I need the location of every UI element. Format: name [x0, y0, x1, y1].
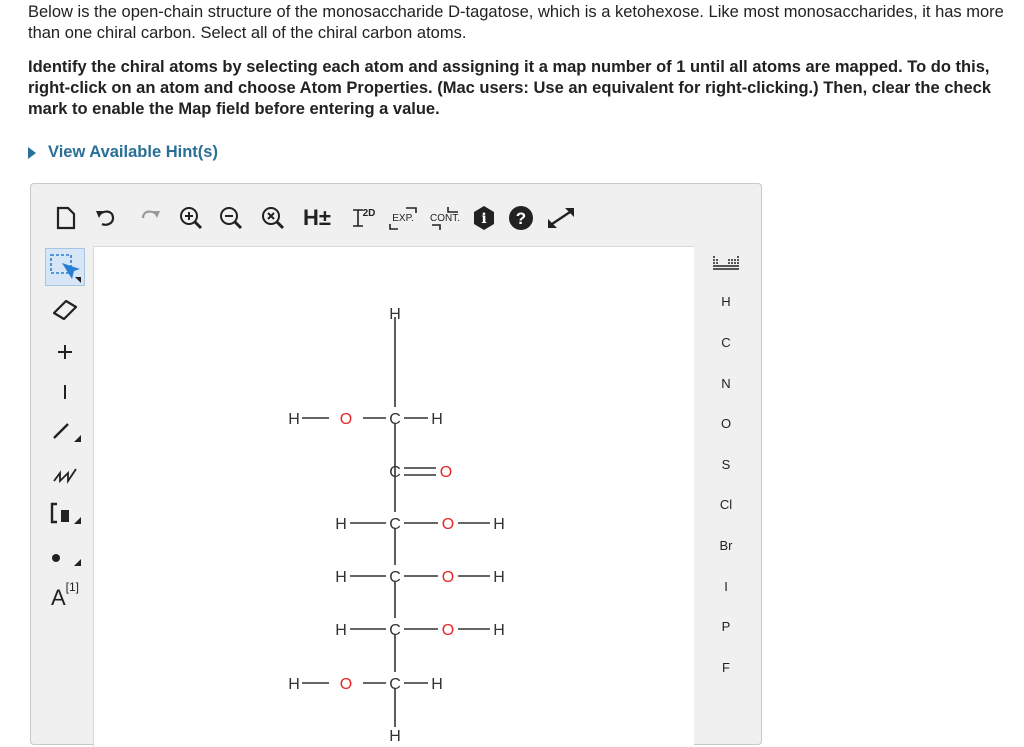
selection-arrow-icon [48, 251, 82, 283]
drawing-canvas[interactable] [93, 246, 694, 747]
expand-button[interactable] [385, 204, 421, 232]
bracket-template-icon [48, 500, 82, 528]
zoom-out-button[interactable] [217, 204, 245, 232]
atom-o[interactable]: O [441, 622, 455, 639]
undo-icon [94, 207, 118, 229]
atom-h[interactable]: H [389, 306, 401, 323]
info-icon [472, 205, 496, 231]
fullscreen-icon [545, 206, 577, 230]
atom-o[interactable]: O [339, 676, 353, 693]
bond-icon [48, 418, 82, 446]
intro-text-2: -tagatose, which is a ketohexose. Like most monosaccharides, it has more than one chiral carbon. Select all of the chiral carbon atoms. [28, 3, 1004, 42]
periodic-table-icon [711, 254, 741, 272]
atom-c2[interactable]: C [389, 464, 401, 481]
new-document-icon [55, 206, 77, 230]
expand-label: EXP. [392, 212, 414, 224]
atom-h[interactable]: H [335, 622, 347, 639]
toggle-hydrogens-button[interactable]: H± [303, 205, 331, 230]
hint-link-label: View Available Hint(s) [48, 143, 218, 161]
eraser-tool[interactable] [45, 291, 85, 327]
zoom-in-icon [178, 205, 204, 231]
molecule-editor [30, 183, 762, 745]
element-i[interactable]: I [724, 579, 728, 594]
element-o[interactable]: O [720, 416, 732, 431]
minus-icon [54, 381, 76, 403]
atom-map-superscript: [1] [65, 580, 80, 594]
atom-c1[interactable]: C [389, 411, 401, 428]
select-tool[interactable] [45, 248, 85, 286]
atom-h[interactable]: H [335, 569, 347, 586]
atom-h[interactable]: H [431, 411, 443, 428]
radical-dot-icon [48, 542, 82, 570]
help-button[interactable] [507, 204, 535, 232]
atom-c3[interactable]: C [389, 516, 401, 533]
undo-button[interactable] [93, 204, 119, 232]
redo-button[interactable] [137, 204, 163, 232]
clean-2d-button[interactable] [345, 204, 381, 232]
atom-h[interactable]: H [493, 569, 505, 586]
atom-h[interactable]: H [288, 676, 300, 693]
atom-o[interactable]: O [339, 411, 353, 428]
contract-bracket-bottom-icon [428, 224, 462, 230]
plus-icon [54, 341, 76, 363]
element-h[interactable]: H [721, 294, 731, 309]
instructions: Identify the chiral atoms by selecting each atom and assigning it a map number of 1 until all atoms are mapped. To do this, right-click on an atom and choose Atom Properties. (Mac users: Use an equivalent for right-clicking.) Then, clear the check mark to enable the Map field before entering a value. [28, 58, 992, 118]
contract-label: CONT. [430, 212, 460, 224]
eraser-icon [50, 297, 80, 321]
element-p[interactable]: P [721, 619, 731, 634]
fullscreen-button[interactable] [543, 204, 579, 232]
atom-c4[interactable]: C [389, 569, 401, 586]
zoom-out-icon [218, 205, 244, 231]
editor-toolbar [31, 184, 761, 246]
chain-icon [50, 461, 80, 487]
radical-tool[interactable] [45, 538, 85, 574]
zoom-reset-icon [260, 205, 286, 231]
molecule-structure [94, 247, 694, 747]
clear-canvas-button[interactable] [53, 204, 79, 232]
expand-bracket-bottom-icon [388, 224, 418, 230]
atom-map-label: A [50, 585, 66, 610]
atom-o[interactable]: O [441, 516, 455, 533]
template-tool[interactable] [45, 496, 85, 532]
zoom-in-button[interactable] [177, 204, 205, 232]
intro-text-1: Below is the open-chain structure of the monosaccharide [28, 3, 449, 21]
atom-c5[interactable]: C [389, 622, 401, 639]
element-n[interactable]: N [721, 376, 731, 391]
view-hints-link[interactable] [28, 143, 218, 162]
increase-charge-tool[interactable] [45, 334, 85, 370]
element-c[interactable]: C [721, 335, 731, 350]
contract-button[interactable] [425, 204, 465, 232]
element-f[interactable]: F [722, 660, 730, 675]
decrease-charge-tool[interactable] [45, 374, 85, 410]
atom-h[interactable]: H [335, 516, 347, 533]
atom-o[interactable]: O [441, 569, 455, 586]
atom-map-tool[interactable] [45, 576, 85, 620]
reset-zoom-button[interactable] [259, 204, 287, 232]
element-br[interactable]: Br [719, 538, 733, 553]
atom-h[interactable]: H [389, 728, 401, 745]
svg-text:?: ? [515, 209, 527, 228]
single-bond-tool[interactable] [45, 414, 85, 450]
element-cl[interactable]: Cl [719, 497, 733, 512]
atom-o-carbonyl[interactable]: O [439, 464, 453, 481]
svg-text:i: i [481, 211, 487, 227]
atom-c6[interactable]: C [389, 676, 401, 693]
info-button[interactable] [471, 204, 497, 232]
sugar-config: D [448, 3, 460, 21]
atom-h[interactable]: H [431, 676, 443, 693]
question-intro [28, 2, 1008, 44]
clean-2d-label: 2D [362, 207, 376, 219]
help-icon [507, 204, 535, 232]
periodic-table-button[interactable] [696, 254, 756, 275]
atom-h[interactable]: H [493, 622, 505, 639]
atom-h[interactable]: H [493, 516, 505, 533]
redo-icon [138, 207, 162, 229]
chain-tool[interactable] [45, 456, 85, 492]
expand-triangle-icon [28, 147, 36, 159]
element-s[interactable]: S [721, 457, 731, 472]
atom-h[interactable]: H [288, 411, 300, 428]
